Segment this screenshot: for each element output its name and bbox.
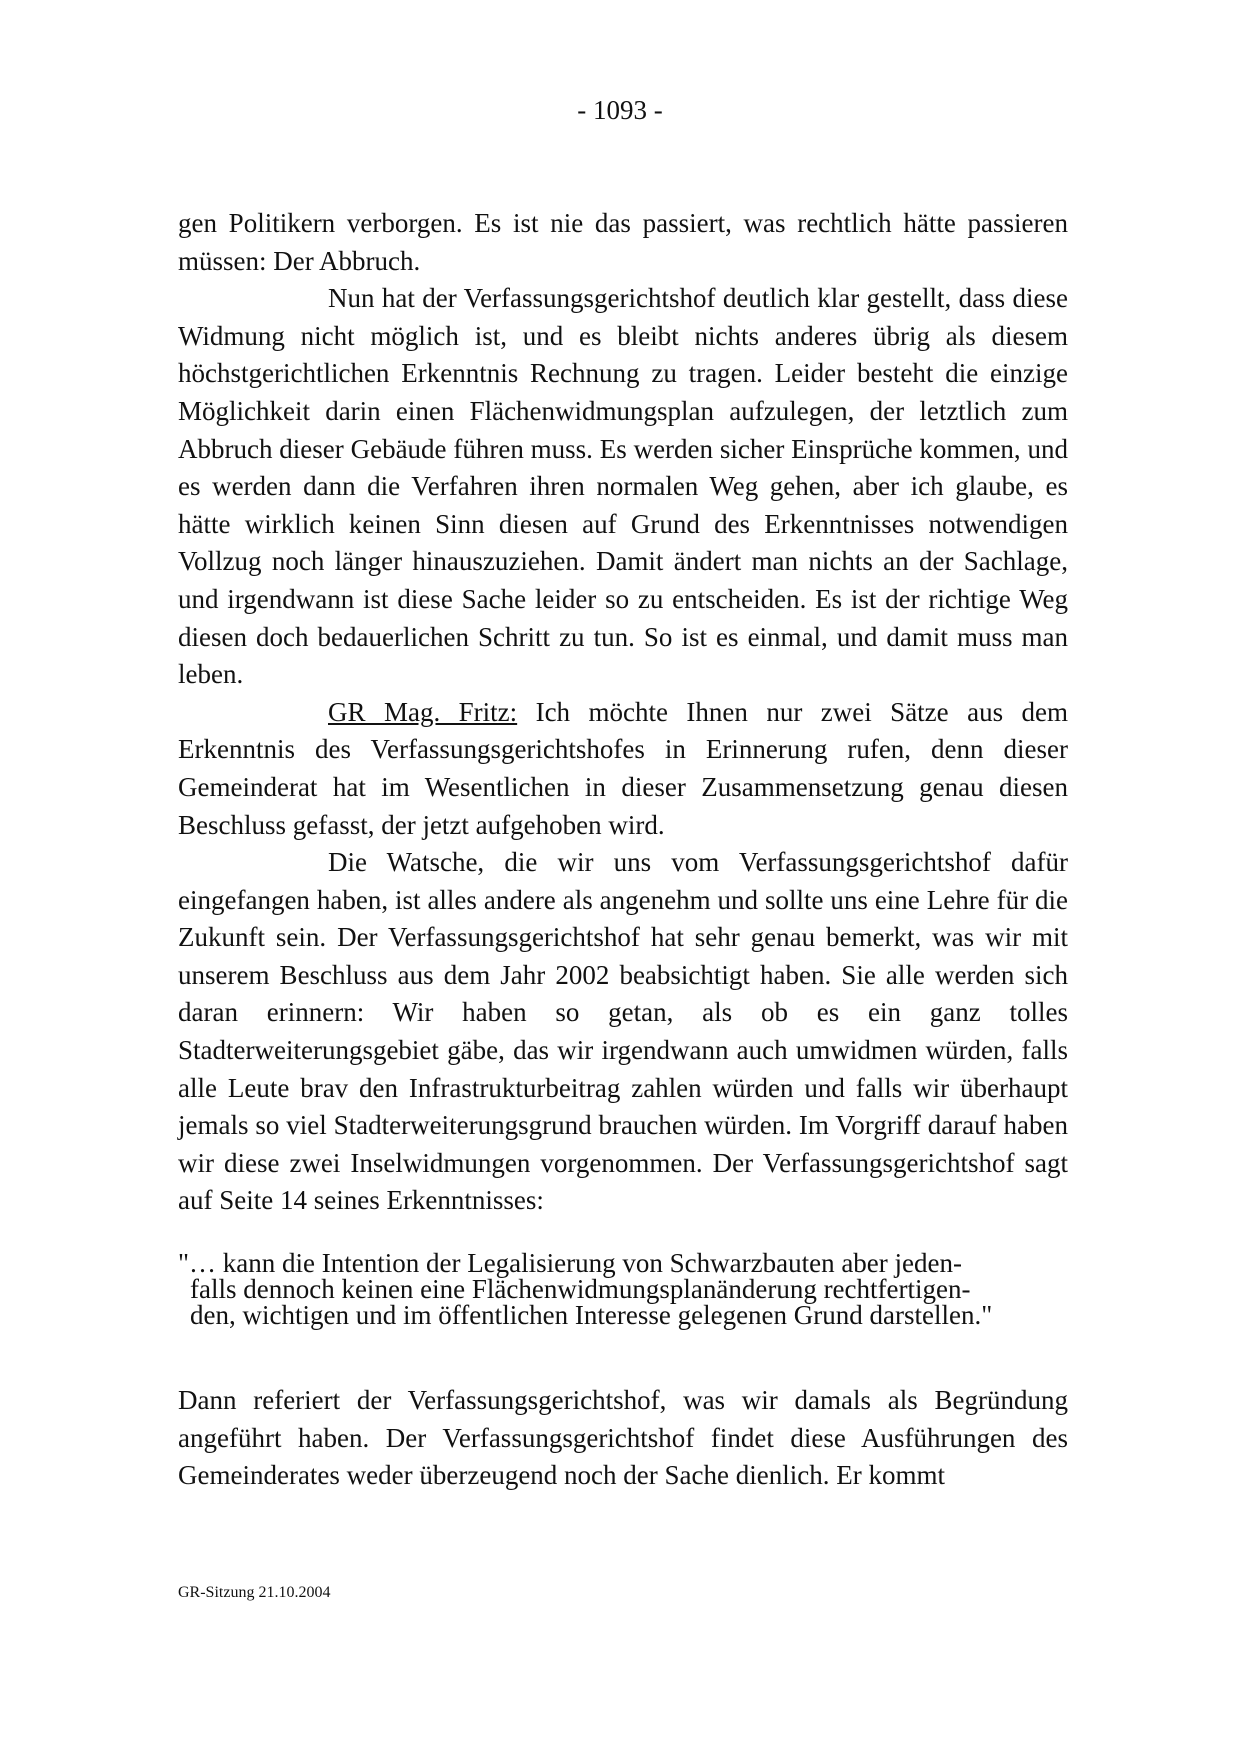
paragraph-3-text: Ich möchte Ihnen nur zwei Sätze aus dem Erkenntnis des Verfassungsgerichtshofes in Erinnerung rufen, denn dieser Gemeinderat hat im Wesentlichen in dieser Zusammensetzung genau diesen Beschluss gefasst, der jetzt aufgehoben wird. xyxy=(178,696,1069,840)
paragraph-2: Nun hat der Verfassungsgerichtshof deutlich klar gestellt, dass diese Widmung nicht möglich ist, und es bleibt nichts anderes übrig als diesem höchstgerichtlichen Erkenntnis Rechnung zu tragen. Leider besteht die einzige Möglichkeit darin einen Flächenwidmungsplan aufzulegen, der letztlich zum Abbruch dieser Gebäude führen muss. Es werden sicher Einsprüche kommen, und es werden dann die Verfahren ihren normalen Weg gehen, aber ich glaube, es hätte wirklich keinen Sinn diesen auf Grund des Erkenntnisses notwendigen Vollzug noch länger hinauszuziehen. Damit ändert man nichts an der Sachlage, und irgendwann ist diese Sache leider so zu entscheiden. Es ist der richtige Weg diesen doch bedauerlichen Schritt zu tun. So ist es einmal, und damit muss man leben. xyxy=(178,283,1068,690)
paragraph-1: gen Politikern verborgen. Es ist nie das passiert, was rechtlich hätte passieren müssen: Der Abbruch. xyxy=(178,208,1068,276)
document-body xyxy=(178,205,1068,1495)
page-number: - 1093 - xyxy=(577,95,663,125)
paragraph-5: Dann referiert der Verfassungsgerichtshof, was wir damals als Begründung angeführt haben. Der Verfassungsgerichtshof findet diese Ausführungen des Gemeinderates weder überzeugend noch der Sache dienlich. Er kommt xyxy=(178,1385,1068,1491)
quote-line-1: "… kann die Intention der Legalisierung von Schwarzbauten aber jeden- xyxy=(178,1248,962,1279)
speaker-name: GR Mag. Fritz: xyxy=(328,696,518,727)
quote-line-2: falls dennoch keinen eine Flächenwidmungsplanänderung rechtfertigen- xyxy=(190,1274,971,1305)
quote-line-3: den, wichtigen und im öffentlichen Interesse gelegenen Grund darstellen." xyxy=(190,1300,993,1331)
court-quote xyxy=(178,1248,1068,1331)
paragraph-4: Die Watsche, die wir uns vom Verfassungsgerichtshof dafür eingefangen haben, ist alles andere als angenehm und sollte uns eine Lehre für die Zukunft sein. Der Verfassungsgerichtshof hat sehr genau bemerkt, was wir mit unserem Beschluss aus dem Jahr 2002 beabsichtigt haben. Sie alle werden sich daran erinnern: Wir haben so getan, als ob es ein ganz tolles Stadterweiterungsgebiet gäbe, das wir irgendwann auch umwidmen würden, falls alle Leute brav den Infrastrukturbeitrag zahlen würden und falls wir überhaupt jemals so viel Stadterweiterungsgrund brauchen würden. Im Vorgriff darauf haben wir diese zwei Inselwidmungen vorgenommen. Der Verfassungsgerichtshof sagt auf Seite 14 seines Erkenntnisses: xyxy=(178,847,1068,1216)
paragraph-3 xyxy=(178,694,1068,844)
footer-session-date: GR-Sitzung 21.10.2004 xyxy=(178,1584,331,1601)
